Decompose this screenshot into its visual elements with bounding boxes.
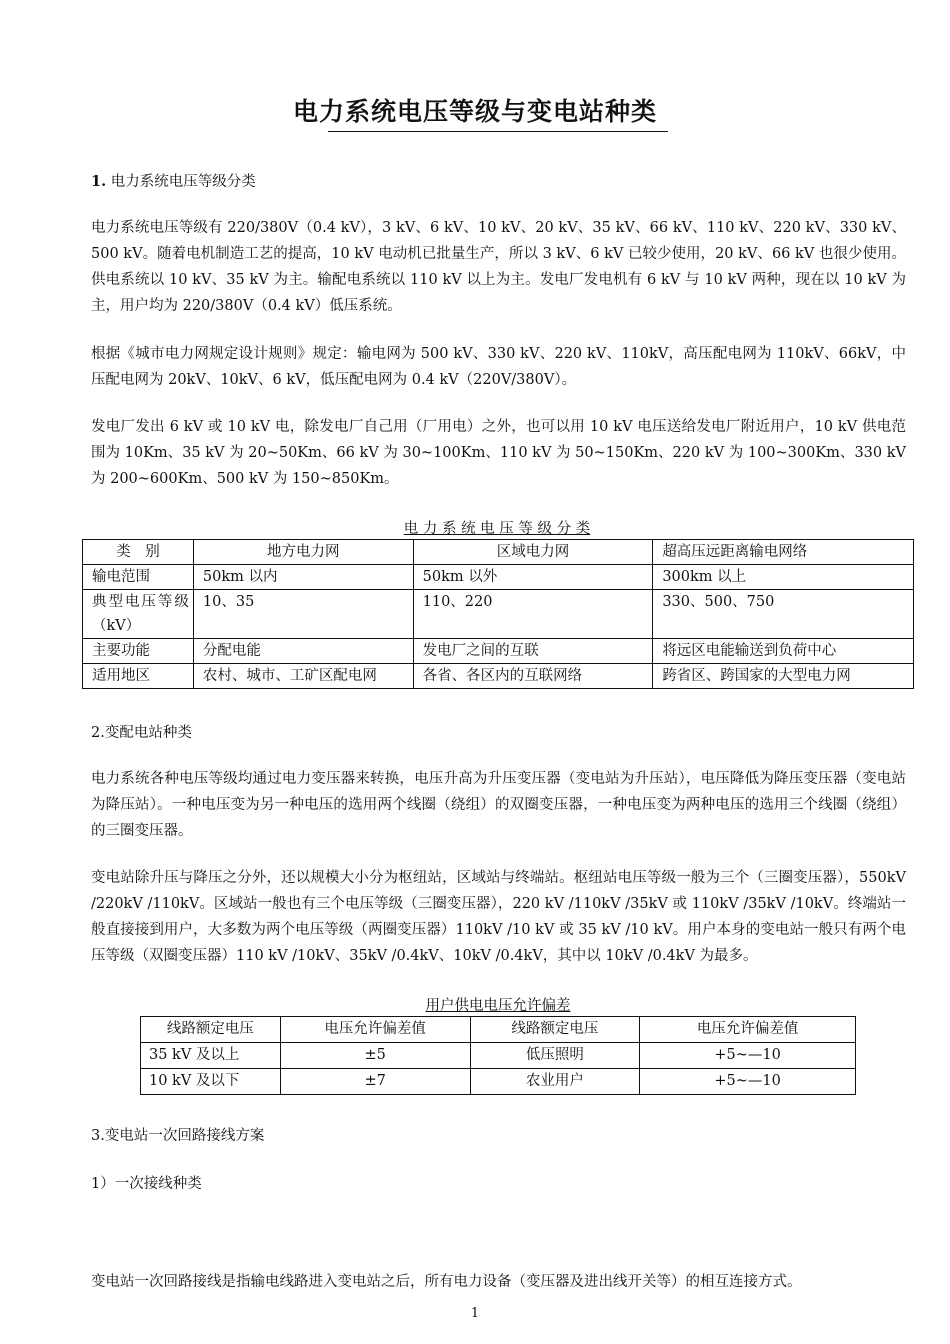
table-row bbox=[83, 639, 914, 664]
paragraph-transformers: 电力系统各种电压等级均通过电力变压器来转换，电压升高为升压变压器（变电站为升压站），电压降低为降压变压器（变电站为降压站）。一种电压变为另一种电压的选用两个线圈（绕组）的双圈变压器，一种电压变为两种电压的选用三个线圈（绕组）的三圈变压器。 bbox=[91, 771, 906, 839]
voltage-deviation-table bbox=[140, 1016, 856, 1095]
table-cell: 10 kV 及以下 bbox=[141, 1069, 281, 1095]
section-3-heading: 3.变电站一次回路接线方案 bbox=[91, 1128, 265, 1144]
table-row bbox=[83, 565, 914, 590]
table-cell: 将远区电能输送到负荷中心 bbox=[653, 639, 914, 664]
table-header-row bbox=[141, 1017, 856, 1043]
table-cell: ±5 bbox=[280, 1043, 470, 1069]
table-header-cell: 超高压远距离输电网络 bbox=[653, 540, 914, 565]
paragraph-primary-wiring: 变电站一次回路接线是指输电线路进入变电站之后，所有电力设备（变压器及进出线开关等）的相互连接方式。 bbox=[91, 1274, 802, 1290]
page-number: 1 bbox=[470, 1306, 480, 1321]
table-cell: 300km 以上 bbox=[653, 565, 914, 590]
table-row bbox=[83, 664, 914, 689]
table-header-cell: 地方电力网 bbox=[193, 540, 413, 565]
table-cell: 适用地区 bbox=[83, 664, 194, 689]
table-cell: 分配电能 bbox=[193, 639, 413, 664]
table-row bbox=[141, 1069, 856, 1095]
table-header-row bbox=[83, 540, 914, 565]
table-cell: +5~—10 bbox=[640, 1043, 856, 1069]
section-1-heading bbox=[91, 170, 256, 191]
table1-caption: 电 力 系 统 电 压 等 级 分 类 bbox=[403, 521, 591, 537]
table-cell: 50km 以外 bbox=[413, 565, 653, 590]
paragraph-substation-types: 变电站除升压与降压之分外，还以规模大小分为枢纽站，区域站与终端站。枢纽站电压等级一般为三个（三圈变压器），550kV /220kV /110kV。区域站一般也有三个电压等级（三圈变压器），220 kV /110kV /35kV 或 110kV /35kV /10kV。终端站一般直接接到用户，大多数为两个电压等级（两圈变压器）110kV /10 kV 或 35 kV /10 kV。用户本身的变电站一般只有两个电压等级（双圈变压器）110 kV /10kV、35kV /0.4kV、10kV /0.4kV，其中以 10kV /0.4kV 为最多。 bbox=[91, 870, 906, 964]
subsection-1-heading: 1）一次接线种类 bbox=[91, 1176, 202, 1192]
table-cell: 跨省区、跨国家的大型电力网 bbox=[653, 664, 914, 689]
paragraph-city-grid-rules: 根据《城市电力网规定设计规则》规定：输电网为 500 kV、330 kV、220 kV、110kV，高压配电网为 110kV、66kV，中压配电网为 20kV、10kV、6 kV，低压配电网为 0.4 kV（220V/380V）。 bbox=[91, 346, 906, 388]
table-row bbox=[83, 590, 914, 639]
table-cell: 各省、各区内的互联网络 bbox=[413, 664, 653, 689]
table-header-cell: 电压允许偏差值 bbox=[280, 1017, 470, 1043]
section-2-heading: 2.变配电站种类 bbox=[91, 725, 192, 741]
section-1-title: 电力系统电压等级分类 bbox=[110, 174, 256, 190]
table-cell: ±7 bbox=[280, 1069, 470, 1095]
table-cell: 输电范围 bbox=[83, 565, 194, 590]
title-underline bbox=[328, 131, 668, 132]
table-cell: 50km 以内 bbox=[193, 565, 413, 590]
paragraph-supply-range: 发电厂发出 6 kV 或 10 kV 电，除发电厂自己用（厂用电）之外，也可以用 10 kV 电压送给发电厂附近用户，10 kV 供电范围为 10Km、35 kV 为 20~50Km、66 kV 为 30~100Km、110 kV 为 50~150Km、220 kV 为 100~300Km、330 kV 为 200~600Km、500 kV 为 150~850Km。 bbox=[91, 419, 906, 487]
table-cell: 典型电压等级（kV） bbox=[83, 590, 194, 639]
table-cell: 10、35 bbox=[193, 590, 413, 639]
voltage-class-table bbox=[82, 539, 914, 689]
table2-caption: 用户供电电压允许偏差 bbox=[425, 998, 571, 1014]
table-row bbox=[141, 1043, 856, 1069]
table-cell: 330、500、750 bbox=[653, 590, 914, 639]
table-cell: 主要功能 bbox=[83, 639, 194, 664]
table-cell: 农业用户 bbox=[470, 1069, 640, 1095]
table-header-cell: 线路额定电压 bbox=[470, 1017, 640, 1043]
document-title: 电力系统电压等级与变电站种类 bbox=[292, 97, 657, 126]
table-cell: 110、220 bbox=[413, 590, 653, 639]
table-cell: 35 kV 及以上 bbox=[141, 1043, 281, 1069]
section-1-number: 1. bbox=[91, 173, 107, 190]
table-cell: 农村、城市、工矿区配电网 bbox=[193, 664, 413, 689]
paragraph-voltage-levels: 电力系统电压等级有 220/380V（0.4 kV），3 kV、6 kV、10 kV、20 kV、35 kV、66 kV、110 kV、220 kV、330 kV、500 kV。随着电机制造工艺的提高，10 kV 电动机已批量生产，所以 3 kV、6 kV 已较少使用，20 kV、66 kV 也很少使用。供电系统以 10 kV、35 kV 为主。输配电系统以 110 kV 以上为主。发电厂发电机有 6 kV 与 10 kV 两种，现在以 10 kV 为主，用户均为 220/380V（0.4 kV）低压系统。 bbox=[91, 220, 906, 314]
table-cell: 低压照明 bbox=[470, 1043, 640, 1069]
table-header-cell: 线路额定电压 bbox=[141, 1017, 281, 1043]
table-cell: 发电厂之间的互联 bbox=[413, 639, 653, 664]
table-header-cell: 类 别 bbox=[83, 540, 194, 565]
table-header-cell: 电压允许偏差值 bbox=[640, 1017, 856, 1043]
table-header-cell: 区域电力网 bbox=[413, 540, 653, 565]
table-cell: +5~—10 bbox=[640, 1069, 856, 1095]
